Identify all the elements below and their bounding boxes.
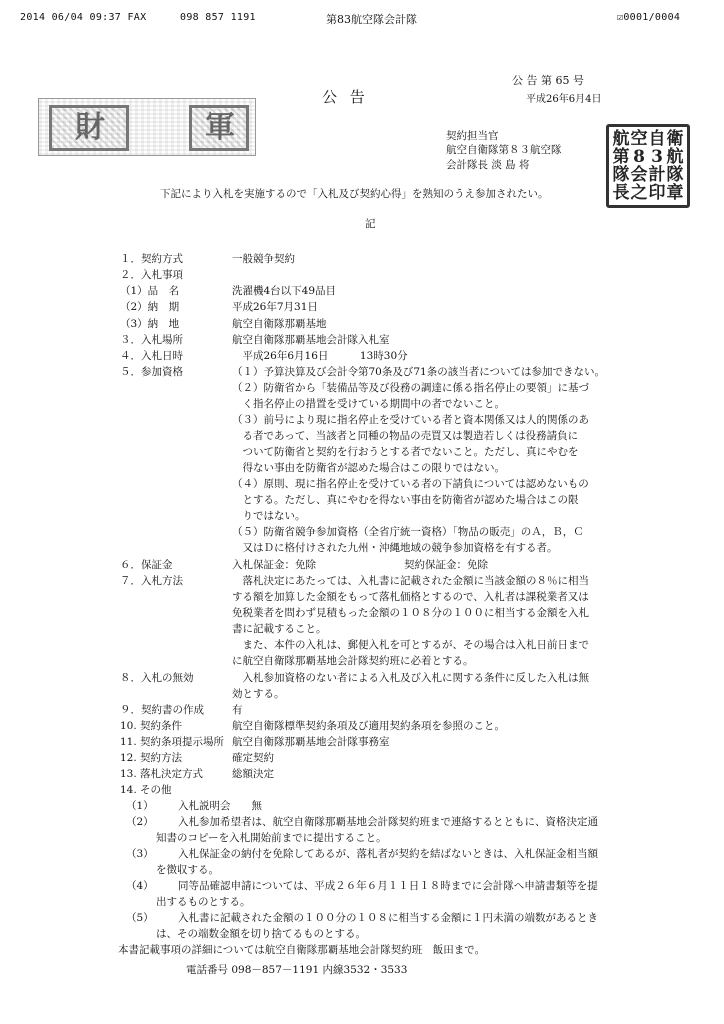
seal-char: 航 bbox=[612, 129, 630, 149]
notice-number: 公 告 第 65 号 bbox=[512, 74, 584, 87]
item-text: 航空自衛隊那覇基地会計隊事務室 bbox=[232, 736, 390, 748]
item-text: 確定契約 bbox=[232, 752, 274, 764]
invalid-line: 入札参加資格のない者による入札及び入札に関する条件に反した入札は無 bbox=[232, 672, 589, 684]
item-text: 一般競争契約 bbox=[232, 253, 295, 265]
item-text: 航空自衛隊那覇基地 bbox=[232, 318, 327, 330]
other-line: 入札書に記載された金額の１００分の１０８に相当する金額に１円未満の端数があるとき bbox=[178, 912, 598, 924]
method-label: ７．入札方法 bbox=[120, 575, 183, 587]
other-num: （1） bbox=[126, 800, 154, 812]
item-label: 12. 契約方法 bbox=[120, 752, 183, 764]
seal-char: 印 bbox=[648, 183, 666, 203]
other-num: （5） bbox=[126, 912, 154, 924]
qualification-line: る者であって、当該者と同種の物品の売買又は製造若しくは役務請負に bbox=[232, 430, 579, 442]
method-line: また、本件の入札は、郵便入札を可とするが、その場合は入札日前日まで bbox=[232, 639, 589, 651]
item-label: 10. 契約条件 bbox=[120, 720, 183, 732]
qualification-line: く指名停止の措置を受けている期間中の者でないこと。 bbox=[232, 398, 505, 410]
seal-char: 8 bbox=[633, 147, 645, 167]
qualification-line: （３）前号により現に指名停止を受けている者と資本関係又は人的関係のあ bbox=[232, 414, 589, 426]
item-label: １．契約方式 bbox=[120, 253, 183, 265]
other-line: 入札説明会 無 bbox=[178, 800, 262, 812]
bid-deposit: 入札保証金：免除 bbox=[232, 559, 316, 571]
qualification-line: 得ない事由を防衛省が認めた場合はこの限りではない。 bbox=[232, 462, 505, 474]
method-line: 書に記載すること。 bbox=[232, 623, 327, 635]
method-line: 免税業者を問わず見積もった金額の１０８分の１００に相当する金額を入札 bbox=[232, 607, 589, 619]
seal-char: 衛 bbox=[666, 129, 684, 149]
seal-char: 会 bbox=[630, 165, 648, 185]
item-text: 洗濯機4台以下49品目 bbox=[232, 285, 337, 297]
item-text: 航空自衛隊標準契約条項及び適用契約条項を参照のこと。 bbox=[232, 720, 505, 732]
item-label: ２．入札事項 bbox=[120, 269, 183, 281]
notice-title: 公 告 bbox=[322, 88, 369, 106]
item-label: 13. 落札決定方式 bbox=[120, 768, 204, 780]
other-line: 入札参加希望者は、航空自衛隊那覇基地会計隊契約班まで連絡するとともに、資格決定通 bbox=[178, 816, 598, 828]
item-label: 11. 契約条項提示場所 bbox=[120, 736, 225, 748]
other-line: 出するものとする。 bbox=[156, 896, 251, 908]
fax-sender: 第83航空隊会計隊 bbox=[326, 13, 417, 26]
seal-char: 隊 bbox=[666, 165, 684, 185]
method-line: に航空自衛隊那覇基地会計隊契約班に必着とする。 bbox=[232, 655, 474, 667]
issuer-line: 契約担当官 bbox=[446, 130, 499, 142]
item-label: ４．入札日時 bbox=[120, 350, 183, 362]
fax-page: ☑0001/0004 bbox=[617, 12, 681, 23]
fax-number: 098 857 1191 bbox=[180, 12, 256, 23]
stamp-char: 財 bbox=[49, 105, 129, 151]
item-label: ９．契約書の作成 bbox=[120, 704, 204, 716]
contact-line: 本書記載事項の詳細については航空自衛隊那覇基地会計隊契約班 飯田まで。 bbox=[118, 944, 486, 956]
seal-char: 章 bbox=[666, 183, 684, 203]
seal-char: 航 bbox=[666, 147, 684, 167]
seal-char: 長 bbox=[612, 183, 630, 203]
method-line: 落札決定にあたっては、入札書に記載された金額に当該金額の８％に相当 bbox=[232, 575, 589, 587]
qualification-line: （２）防衛省から「装備品等及び役務の調達に係る指名停止の要領」に基づ bbox=[232, 382, 589, 394]
seal-char: 之 bbox=[630, 183, 648, 203]
other-num: （2） bbox=[126, 816, 154, 828]
seal-char: 第 bbox=[612, 147, 630, 167]
item-label: （1）品 名 bbox=[120, 285, 180, 297]
other-line: 入札保証金の納付を免除してあるが、落札者が契約を結ばないときは、入札保証金相当額 bbox=[178, 848, 598, 860]
item-text: 航空自衛隊那覇基地会計隊入札室 bbox=[232, 334, 390, 346]
qualification-line: （４）原則、現に指名停止を受けている者の下請負については認めないもの bbox=[232, 478, 589, 490]
phone-line: 電話番号 098－857－1191 内線3532・3533 bbox=[186, 964, 408, 976]
invalid-line: 効とする。 bbox=[232, 688, 285, 700]
fax-timestamp: 2014 06/04 09:37 FAX bbox=[20, 12, 147, 23]
item-label: （3）納 地 bbox=[120, 318, 180, 330]
stamp-char: 軍 bbox=[189, 105, 249, 151]
seal-char: 隊 bbox=[612, 165, 630, 185]
issuer-line: 会計隊長 淡 島 将 bbox=[446, 159, 530, 171]
item-label: ３．入札場所 bbox=[120, 334, 183, 346]
intro-text: 下記により入札を実施するので「入札及び契約心得」を熟知のうえ参加されたい。 bbox=[160, 188, 549, 200]
method-line: する額を加算した金額をもって落札価格とするので、入札者は課税業者又は bbox=[232, 591, 589, 603]
other-num: （4） bbox=[126, 880, 154, 892]
qualification-line: （５）防衛省競争参加資格（全省庁統一資格）「物品の販売」のＡ，Ｂ，Ｃ bbox=[232, 526, 584, 538]
other-line: は、その端数金額を切り捨てるものとする。 bbox=[156, 928, 366, 940]
official-seal bbox=[606, 124, 690, 208]
item-label: 14. その他 bbox=[120, 784, 172, 796]
item-text: 平成26年6月16日 13時30分 bbox=[232, 350, 408, 362]
notice-date: 平成26年6月4日 bbox=[526, 94, 602, 105]
seal-char: 空 bbox=[630, 129, 648, 149]
other-line: を徴収する。 bbox=[156, 864, 219, 876]
received-stamp bbox=[38, 98, 256, 156]
other-line: 同等品確認申請については、平成２６年６月１１日１８時までに会計隊へ申請書類等を提 bbox=[178, 880, 598, 892]
item-label: （2）納 期 bbox=[120, 301, 180, 313]
invalid-label: ８．入札の無効 bbox=[120, 672, 194, 684]
item-text: 総額決定 bbox=[232, 768, 274, 780]
other-line: 知書のコピーを入札開始前までに提出すること。 bbox=[156, 832, 387, 844]
qualification-line: ついて防衛省と契約を行おうとする者でないこと。ただし、真にやむを bbox=[232, 446, 579, 458]
other-num: （3） bbox=[126, 848, 154, 860]
seal-char: 計 bbox=[648, 165, 666, 185]
seal-char: 3 bbox=[651, 147, 663, 167]
item-label: ５．参加資格 bbox=[120, 366, 183, 378]
qualification-line: 又はＤに格付けされた九州・沖縄地域の競争参加資格を有する者。 bbox=[232, 542, 558, 554]
item-text: 平成26年7月31日 bbox=[232, 301, 318, 313]
seal-char: 自 bbox=[648, 129, 666, 149]
issuer-line: 航空自衛隊第８３航空隊 bbox=[446, 144, 562, 156]
qualification-line: とする。ただし、真にやむを得ない事由を防衛省が認めた場合はこの限 bbox=[232, 494, 579, 506]
contract-deposit: 契約保証金：免除 bbox=[404, 559, 488, 571]
deposit-label: ６．保証金 bbox=[120, 559, 173, 571]
item-text: 有 bbox=[232, 704, 243, 716]
qualification-line: りではない。 bbox=[232, 510, 306, 522]
item-text: （１）予算決算及び会計令第70条及び71条の該当者については参加できない。 bbox=[232, 366, 606, 378]
ki-heading: 記 bbox=[365, 218, 376, 230]
